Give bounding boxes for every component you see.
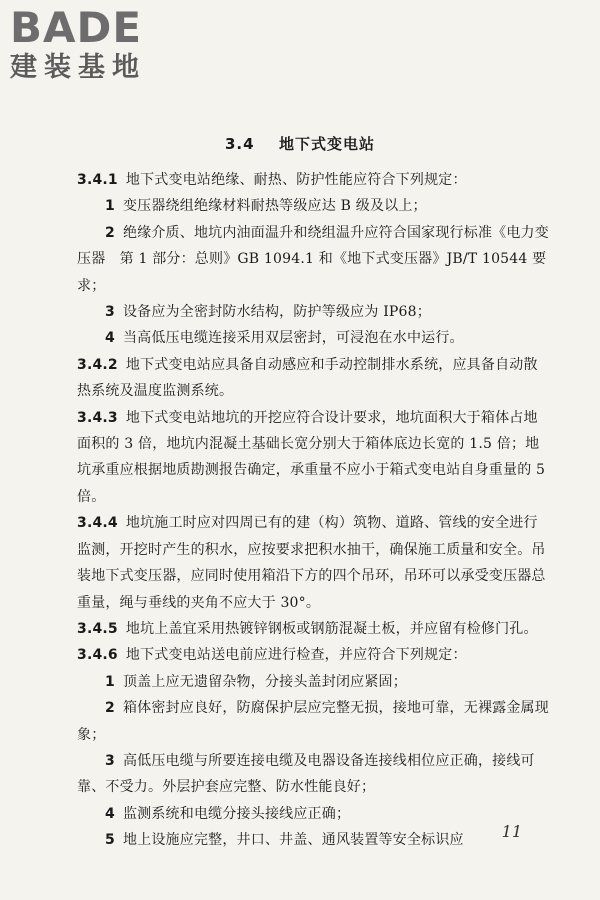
clause-text: 地下式变电站绝缘、耐热、防护性能应符合下列规定： [125,172,467,188]
item-number: 4 [105,330,115,347]
item-text: 监测系统和电缆分接头接线应正确； [122,805,351,822]
page-number: 11 [501,822,522,841]
bade-logo [10,3,175,84]
clause-text: 地坑施工时应对四周已有的建（构）筑物、道路、管线的安全进行监测，开挖时产生的积水，应按要求把积水抽干，确保施工质量和安全。吊装地下式变压器，应同时使用箱沿下方的四个吊环，吊环可以承受变压器总重量，绳与垂线的夹角不应大于 30°。 [77,515,546,611]
item-number: 1 [105,198,115,215]
logo-subtitle: 建装基地 [10,52,146,83]
item-1 [77,193,549,219]
item-text: 高低压电缆与所要连接电缆及电器设备连接线相位应正确，接线可靠、不受力。外层护套应完整、防水性能良好； [77,752,535,796]
item-text: 绝缘介质、地坑内油面温升和绕组温升应符合国家现行标准《电力变压器 第 1 部分：总则》GB 1094.1 和《地下式变压器》JB/T 10544 要求； [77,224,549,294]
section-number: 3.4 [224,135,255,153]
clause-3-4-2 [77,352,549,405]
item-3 [77,748,549,801]
clause-3-4-6 [77,642,549,668]
item-4 [77,325,549,351]
clause-number: 3.4.3 [77,409,118,426]
clause-number: 3.4.2 [77,356,118,373]
clause-text: 地下式变电站送电前应进行检查，并应符合下列规定： [125,647,467,664]
item-text: 顶盖上应无遗留杂物，分接头盖封闭应紧固； [122,673,407,690]
item-number: 5 [105,832,115,849]
clause-text: 地下式变电站应具备自动感应和手动控制排水系统，应具备自动散热系统及温度监测系统。 [77,356,538,400]
clause-3-4-4 [77,510,549,616]
item-2 [77,695,549,748]
item-text: 箱体密封应良好，防腐保护层应完整无损，接地可靠，无裸露金属现象； [77,700,549,743]
item-3 [77,299,549,325]
item-text: 设备应为全密封防水结构，防护等级应为 IP68； [122,304,431,321]
item-4 [77,801,549,827]
clause-3-4-1 [77,167,549,193]
item-number: 2 [105,224,115,241]
item-1 [77,669,549,695]
document-body [77,167,549,854]
clause-text: 地坑上盖宜采用热镀锌钢板或钢筋混凝土板，并应留有检修门孔。 [125,620,538,637]
clause-number: 3.4.6 [77,647,118,664]
item-number: 4 [105,805,115,822]
clause-number: 3.4.5 [77,620,118,637]
clause-3-4-5 [77,616,549,642]
item-text: 变压器绕组绝缘材料耐热等级应达 B 级及以上； [122,198,427,215]
item-2 [77,220,549,299]
item-number: 2 [105,700,115,717]
section-title: 地下式变电站 [279,135,376,153]
clause-text: 地下式变电站地坑的开挖应符合设计要求，地坑面积大于箱体占地面积的 3 倍，地坑内混凝土基础长宽分别大于箱体底边长宽的 1.5 倍；地坑承重应根据地质勘测报告确定，承重量不应小于箱式变电站自身重量的 5 倍。 [77,409,546,505]
item-number: 1 [105,673,115,690]
section-heading [0,133,600,154]
item-text: 地上设施应完整，井口、井盖、通风装置等安全标识应 [122,832,464,849]
logo-brand-text: BADE [10,3,143,52]
item-number: 3 [105,304,115,321]
item-text: 当高低压电缆连接采用双层密封，可浸泡在水中运行。 [122,330,464,347]
item-5 [77,827,549,853]
clause-number: 3.4.1 [77,172,118,188]
clause-3-4-3 [77,405,549,511]
item-number: 3 [105,752,115,769]
clause-number: 3.4.4 [77,515,118,532]
